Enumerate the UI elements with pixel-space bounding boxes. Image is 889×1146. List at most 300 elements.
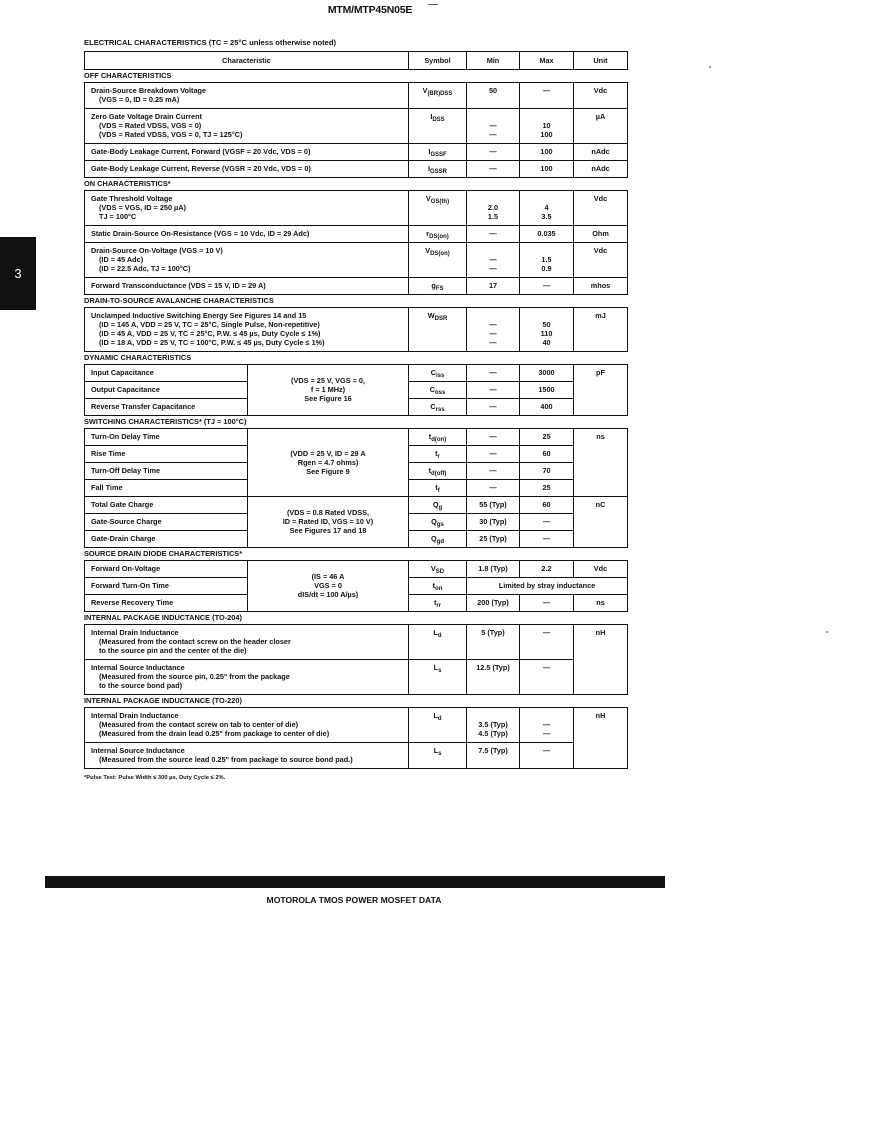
characteristic-cell xyxy=(85,226,409,243)
max-cell xyxy=(520,365,574,382)
section-table xyxy=(84,364,628,416)
cell-line: Gate-Body Leakage Current, Forward (VGSF = 20 Vdc, VDS = 0) xyxy=(91,147,311,156)
unit-cell: Ohm xyxy=(574,226,628,243)
cell-line xyxy=(526,112,567,121)
max-cell xyxy=(520,743,574,769)
cell-line xyxy=(473,711,513,720)
cell-line: 400 xyxy=(540,402,553,411)
table-row xyxy=(85,365,628,382)
header-max: Max xyxy=(520,52,574,70)
characteristic-cell xyxy=(85,497,248,514)
table-row xyxy=(85,429,628,446)
min-cell xyxy=(467,595,520,612)
symbol-subscript: GSSR xyxy=(430,169,448,175)
cell-line: Gate-Drain Charge xyxy=(91,534,156,543)
cell-line: (ID = 18 A, VDD = 25 V, TC = 100°C, P.W. ≤ 45 µs, Duty Cycle ≤ 1%) xyxy=(99,338,325,347)
unit-cell: pF xyxy=(574,365,628,416)
cell-line: 50 xyxy=(542,320,551,329)
symbol-cell: $L_d$ xyxy=(409,625,467,660)
cell-line: ID = Rated ID, VGS = 10 V) xyxy=(282,517,374,526)
cell-line: (Measured from the source lead 0.25" from package to source bond pad.) xyxy=(99,755,353,764)
table-row xyxy=(85,278,628,295)
min-cell xyxy=(467,109,520,144)
max-cell xyxy=(520,429,574,446)
cell-line: — xyxy=(542,534,551,543)
cell-line: 55 (Typ) xyxy=(479,500,507,509)
cell-line xyxy=(526,311,567,320)
max-cell xyxy=(520,83,574,109)
header-min: Min xyxy=(467,52,520,70)
cell-line: (ID = 145 A, VDD = 25 V, TC = 25°C, Single Pulse, Non-repetitive) xyxy=(99,320,320,329)
cell-line: f = 1 MHz) xyxy=(310,385,346,394)
section-title: ON CHARACTERISTICS* xyxy=(84,179,171,188)
cell-line: Forward Transconductance (VDS = 15 V, ID = 29 A) xyxy=(91,281,266,290)
merged-value-cell: Limited by stray inductance xyxy=(467,578,628,595)
cell-line: Turn-On Delay Time xyxy=(91,432,160,441)
cell-line: 0.9 xyxy=(541,264,552,273)
cell-line: See Figure 16 xyxy=(304,394,352,403)
symbol-subscript: DSS xyxy=(432,117,445,123)
cell-line: Rise Time xyxy=(91,449,126,458)
cell-line: — xyxy=(489,402,497,411)
min-cell xyxy=(467,514,520,531)
characteristic-cell xyxy=(85,480,248,497)
section-title: INTERNAL PACKAGE INDUCTANCE (TO-220) xyxy=(84,696,242,705)
characteristic-cell xyxy=(85,660,409,695)
min-cell xyxy=(467,144,520,161)
unit-cell: mJ xyxy=(574,308,628,352)
cell-line: 2.2 xyxy=(541,564,552,573)
max-cell xyxy=(520,278,574,295)
cell-line: 100 xyxy=(540,164,553,173)
cell-line: (Measured from the contact screw on tab to center of die) xyxy=(99,720,299,729)
condition-cell xyxy=(248,561,409,612)
cell-line: — xyxy=(489,264,497,273)
min-cell xyxy=(467,497,520,514)
symbol-subscript: s xyxy=(438,751,442,757)
symbol-cell: $Q_{gd}$ xyxy=(409,531,467,548)
cell-line xyxy=(526,194,567,203)
characteristic-cell xyxy=(85,531,248,548)
max-cell xyxy=(520,144,574,161)
symbol-cell: $C_{iss}$ xyxy=(409,365,467,382)
characteristic-cell xyxy=(85,514,248,531)
cell-line: — xyxy=(542,663,551,672)
max-cell xyxy=(520,625,574,660)
cell-line: (VDD = 25 V, ID = 29 A xyxy=(290,448,366,458)
characteristic-cell xyxy=(85,243,409,278)
cell-line: — xyxy=(489,368,497,377)
unit-cell: nH xyxy=(574,708,628,769)
cell-line: — xyxy=(489,121,497,130)
cell-line: 12.5 (Typ) xyxy=(476,663,510,672)
cell-line: Gate-Body Leakage Current, Reverse (VGSR = 20 Vdc, VDS = 0) xyxy=(91,164,311,173)
symbol-subscript: GS(th) xyxy=(430,199,450,205)
cell-line: — xyxy=(489,164,497,173)
cell-line: Forward Turn-On Time xyxy=(91,581,169,590)
characteristic-cell xyxy=(85,109,409,144)
cell-line: 2.0 xyxy=(487,203,499,212)
cell-line: 4 xyxy=(544,203,549,212)
section-table xyxy=(84,707,628,769)
min-cell xyxy=(467,308,520,352)
unit-cell: Vdc xyxy=(574,243,628,278)
cell-line: 100 xyxy=(540,130,553,139)
max-cell xyxy=(520,109,574,144)
cell-line: (ID = 45 Adc) xyxy=(99,255,144,264)
cell-line: (VDS = 25 V, VGS = 0, xyxy=(291,376,365,385)
cell-line: Rgen = 4.7 ohms) xyxy=(297,457,359,467)
cell-line: — xyxy=(489,255,497,264)
unit-cell: nAdc xyxy=(574,144,628,161)
cell-line: 25 xyxy=(542,483,551,492)
cell-line: (Measured from the source pin, 0.25" from the package xyxy=(99,672,290,681)
symbol-subscript: g xyxy=(438,505,443,511)
symbol-cell: $Q_g$ xyxy=(409,497,467,514)
section-title: DRAIN-TO-SOURCE AVALANCHE CHARACTERISTICS xyxy=(84,296,274,305)
min-cell xyxy=(467,463,520,480)
symbol-subscript: rss xyxy=(435,407,445,413)
symbol-subscript: (BR)DSS xyxy=(427,91,453,97)
characteristic-cell xyxy=(85,161,409,178)
cell-line: (VDS = VGS, ID = 250 µA) xyxy=(99,203,186,212)
symbol-subscript: oss xyxy=(434,390,446,396)
table-row xyxy=(85,625,628,660)
max-cell xyxy=(520,243,574,278)
unit-cell: Vdc xyxy=(574,83,628,109)
table-row xyxy=(85,191,628,226)
table-row xyxy=(85,243,628,278)
cell-line: Internal Source Inductance xyxy=(91,746,185,755)
cell-line: 110 xyxy=(540,329,553,338)
table-header xyxy=(84,51,628,70)
table-row xyxy=(85,161,628,178)
cell-line: — xyxy=(489,130,497,139)
symbol-subscript: d xyxy=(437,716,442,722)
section-table xyxy=(84,190,628,295)
symbol-cell: $t_{d(on)}$ xyxy=(409,429,467,446)
cell-line: Reverse Recovery Time xyxy=(91,598,174,607)
cell-line: 17 xyxy=(488,281,498,290)
min-cell xyxy=(467,226,520,243)
symbol-subscript: SD xyxy=(435,569,445,575)
condition-cell xyxy=(248,497,409,548)
footer-bar xyxy=(45,876,665,888)
cell-line: 25 xyxy=(542,432,551,441)
cell-line: Fall Time xyxy=(91,483,123,492)
cell-line: — xyxy=(542,281,551,290)
cell-line: Gate-Source Charge xyxy=(91,517,162,526)
cell-line: 3.5 (Typ) xyxy=(478,720,508,729)
cell-line xyxy=(526,246,567,255)
cell-line: 200 (Typ) xyxy=(477,598,509,607)
symbol-subscript: rr xyxy=(436,603,442,609)
max-cell xyxy=(520,480,574,497)
cell-line: — xyxy=(489,147,497,156)
cell-line: — xyxy=(542,628,551,637)
cell-line: — xyxy=(542,86,551,95)
table-row xyxy=(85,660,628,695)
cell-line: 5 (Typ) xyxy=(481,628,505,637)
cell-line: 60 xyxy=(542,449,551,458)
cell-line: (VDS = Rated VDSS, VGS = 0, TJ = 125°C) xyxy=(99,130,243,139)
characteristic-cell xyxy=(85,83,409,109)
condition-cell xyxy=(248,365,409,416)
cell-line: Turn-Off Delay Time xyxy=(91,466,161,475)
max-cell xyxy=(520,161,574,178)
cell-line: (ID = 45 A, VDD = 25 V, TC = 25°C, P.W. ≤ 45 µs, Duty Cycle ≤ 1%) xyxy=(99,329,321,338)
symbol-cell: $W_{DSR}$ xyxy=(409,308,467,352)
characteristic-cell xyxy=(85,743,409,769)
symbol-subscript: r xyxy=(437,454,440,460)
symbol-subscript: gd xyxy=(436,539,445,545)
section-tab-number: 3 xyxy=(14,266,22,281)
table-row xyxy=(85,83,628,109)
unit-cell: Vdc xyxy=(574,191,628,226)
cell-line: (ID = 22.5 Adc, TJ = 100°C) xyxy=(99,264,191,273)
table-row xyxy=(85,144,628,161)
symbol-cell: $t_{on}$ xyxy=(409,578,467,595)
characteristic-cell xyxy=(85,625,409,660)
cell-line: TJ = 100°C xyxy=(99,212,137,221)
cell-line: — xyxy=(542,598,551,607)
section-title: SOURCE DRAIN DIODE CHARACTERISTICS* xyxy=(84,549,243,558)
cell-line: Internal Source Inductance xyxy=(91,663,185,672)
section-table xyxy=(84,560,628,612)
cell-line: Internal Drain Inductance xyxy=(91,628,179,637)
cell-line xyxy=(526,711,567,720)
symbol-subscript: DSR xyxy=(434,316,448,322)
symbol-cell: $L_d$ xyxy=(409,708,467,743)
characteristic-cell xyxy=(85,578,248,595)
symbol-cell: $L_s$ xyxy=(409,743,467,769)
unit-cell: mhos xyxy=(574,278,628,295)
cell-line: (IS = 46 A xyxy=(311,572,345,581)
symbol-cell: $t_{rr}$ xyxy=(409,595,467,612)
min-cell xyxy=(467,278,520,295)
unit-cell: nAdc xyxy=(574,161,628,178)
symbol-cell: $t_r$ xyxy=(409,446,467,463)
min-cell xyxy=(467,531,520,548)
symbol-subscript: DS(on) xyxy=(430,251,450,257)
unit-cell: ns xyxy=(574,595,628,612)
cell-line: 3000 xyxy=(538,368,555,377)
min-cell xyxy=(467,243,520,278)
cell-line: Internal Drain Inductance xyxy=(91,711,179,720)
unit-cell: nH xyxy=(574,625,628,695)
symbol-subscript: d(off) xyxy=(431,471,447,477)
characteristic-cell xyxy=(85,308,409,352)
cell-line: 50 xyxy=(488,86,498,95)
symbol-subscript: d(on) xyxy=(431,437,447,443)
max-cell xyxy=(520,191,574,226)
cell-line: — xyxy=(489,432,497,441)
cell-line: (VDS = 0.8 Rated VDSS, xyxy=(286,508,370,517)
symbol-cell: $I_{GSSR}$ xyxy=(409,161,467,178)
cell-line: (Measured from the contact screw on the header closer xyxy=(99,637,291,646)
min-cell xyxy=(467,191,520,226)
cell-line: — xyxy=(542,517,551,526)
characteristic-cell xyxy=(85,278,409,295)
max-cell xyxy=(520,514,574,531)
cell-line: (Measured from the drain lead 0.25" from package to center of die) xyxy=(99,729,330,738)
cell-line: 30 (Typ) xyxy=(479,517,507,526)
table-row xyxy=(85,109,628,144)
min-cell xyxy=(467,561,520,578)
max-cell xyxy=(520,463,574,480)
section-table xyxy=(84,624,628,695)
cell-line: (VDS = Rated VDSS, VGS = 0) xyxy=(99,121,202,130)
characteristic-cell xyxy=(85,446,248,463)
symbol-cell: $V_{SD}$ xyxy=(409,561,467,578)
cell-line: to the source bond pad) xyxy=(99,681,183,690)
min-cell xyxy=(467,660,520,695)
symbol-subscript: gs xyxy=(436,522,444,528)
symbol-cell: $V_{DS(on)}$ xyxy=(409,243,467,278)
cell-line xyxy=(473,112,513,121)
cell-line: See Figure 9 xyxy=(306,466,350,476)
header-symbol: Symbol xyxy=(409,52,467,70)
scan-speck xyxy=(826,631,828,633)
cell-line: (VGS = 0, ID = 0.25 mA) xyxy=(99,95,180,104)
cell-line: Total Gate Charge xyxy=(91,500,154,509)
max-cell xyxy=(520,708,574,743)
table-row xyxy=(85,561,628,578)
symbol-cell: $t_f$ xyxy=(409,480,467,497)
cell-line: Drain-Source Breakdown Voltage xyxy=(91,86,207,95)
cell-line: — xyxy=(489,320,497,329)
characteristic-cell xyxy=(85,399,248,416)
unit-cell: ns xyxy=(574,429,628,497)
cell-line xyxy=(473,246,513,255)
characteristic-cell xyxy=(85,382,248,399)
cell-line: Forward On-Voltage xyxy=(91,564,161,573)
characteristic-cell xyxy=(85,191,409,226)
symbol-cell: $V_{(BR)DSS}$ xyxy=(409,83,467,109)
cell-line: — xyxy=(489,338,497,347)
cell-line: 10 xyxy=(542,121,551,130)
part-number: MTM/MTP45N05E xyxy=(327,4,413,16)
cell-line: — xyxy=(542,746,551,755)
max-cell xyxy=(520,497,574,514)
cell-line: Input Capacitance xyxy=(91,368,154,377)
cell-line: — xyxy=(542,729,551,738)
cell-line: 1.5 xyxy=(487,212,499,221)
header-row xyxy=(85,52,628,70)
cell-line: — xyxy=(489,385,497,394)
table-row xyxy=(85,708,628,743)
section-tab xyxy=(0,237,36,310)
max-cell xyxy=(520,446,574,463)
min-cell xyxy=(467,429,520,446)
cell-line: 100 xyxy=(540,147,553,156)
symbol-cell: $r_{DS(on)}$ xyxy=(409,226,467,243)
max-cell xyxy=(520,308,574,352)
cell-line: 3.5 xyxy=(541,212,552,221)
min-cell xyxy=(467,446,520,463)
cell-line: Drain-Source On-Voltage (VGS = 10 V) xyxy=(91,246,223,255)
min-cell xyxy=(467,743,520,769)
min-cell xyxy=(467,161,520,178)
characteristic-cell xyxy=(85,708,409,743)
section-title: SWITCHING CHARACTERISTICS* (TJ = 100°C) xyxy=(84,417,247,426)
cell-line: — xyxy=(489,466,497,475)
cell-line: — xyxy=(489,329,497,338)
max-cell xyxy=(520,531,574,548)
unit-cell: nC xyxy=(574,497,628,548)
min-cell xyxy=(467,365,520,382)
max-cell xyxy=(520,561,574,578)
symbol-subscript: GSSF xyxy=(430,152,447,158)
cell-line: — xyxy=(489,483,497,492)
cell-line: — xyxy=(489,449,497,458)
cell-line: — xyxy=(542,720,551,729)
footnote: *Pulse Test: Pulse Width ≤ 300 µs, Duty Cycle ≤ 2%. xyxy=(84,775,226,781)
min-cell xyxy=(467,83,520,109)
cell-line: See Figures 17 and 18 xyxy=(289,526,367,535)
symbol-subscript: DS(on) xyxy=(429,234,449,240)
symbol-cell: $C_{rss}$ xyxy=(409,399,467,416)
cell-line: Unclamped Inductive Switching Energy See Figures 14 and 15 xyxy=(91,311,307,320)
characteristic-cell xyxy=(85,365,248,382)
max-cell xyxy=(520,399,574,416)
cell-line: Reverse Transfer Capacitance xyxy=(91,402,196,411)
cell-line: 40 xyxy=(542,338,551,347)
cell-line: Zero Gate Voltage Drain Current xyxy=(91,112,202,121)
symbol-cell: $I_{DSS}$ xyxy=(409,109,467,144)
symbol-cell: $V_{GS(th)}$ xyxy=(409,191,467,226)
min-cell xyxy=(467,625,520,660)
cell-line: Output Capacitance xyxy=(91,385,160,394)
table-row xyxy=(85,226,628,243)
characteristic-cell xyxy=(85,429,248,446)
characteristic-cell xyxy=(85,561,248,578)
scan-speck xyxy=(709,66,711,68)
cell-line: 0.035 xyxy=(537,229,556,238)
cell-line: 7.5 (Typ) xyxy=(478,746,508,755)
characteristic-cell xyxy=(85,463,248,480)
characteristic-cell xyxy=(85,595,248,612)
symbol-subscript: FS xyxy=(435,286,444,292)
symbol-cell: $C_{oss}$ xyxy=(409,382,467,399)
cell-line xyxy=(473,311,513,320)
cell-line: 4.5 (Typ) xyxy=(478,729,508,738)
max-cell xyxy=(520,226,574,243)
cell-line: VGS = 0 xyxy=(314,581,342,590)
table-row xyxy=(85,743,628,769)
symbol-subscript: d xyxy=(437,633,442,639)
cell-line: to the source pin and the center of the die) xyxy=(99,646,247,655)
cell-line: Gate Threshold Voltage xyxy=(91,194,173,203)
symbol-subscript: iss xyxy=(435,373,445,379)
section-table xyxy=(84,428,628,548)
cell-line: — xyxy=(489,229,497,238)
table-row xyxy=(85,497,628,514)
cell-line: Static Drain-Source On-Resistance (VGS = 10 Vdc, ID = 29 Adc) xyxy=(91,229,310,238)
symbol-subscript: on xyxy=(435,586,443,592)
min-cell xyxy=(467,480,520,497)
symbol-cell: $I_{GSSF}$ xyxy=(409,144,467,161)
cell-line: 1.5 xyxy=(541,255,552,264)
section-table xyxy=(84,307,628,352)
cell-line: 1.8 (Typ) xyxy=(478,564,508,573)
unit-cell: Vdc xyxy=(574,561,628,578)
electrical-characteristics xyxy=(84,37,627,781)
section-title: OFF CHARACTERISTICS xyxy=(84,71,172,80)
table-title: ELECTRICAL CHARACTERISTICS (TC = 25°C unless otherwise noted) xyxy=(84,38,337,47)
unit-cell: µA xyxy=(574,109,628,144)
max-cell xyxy=(520,382,574,399)
